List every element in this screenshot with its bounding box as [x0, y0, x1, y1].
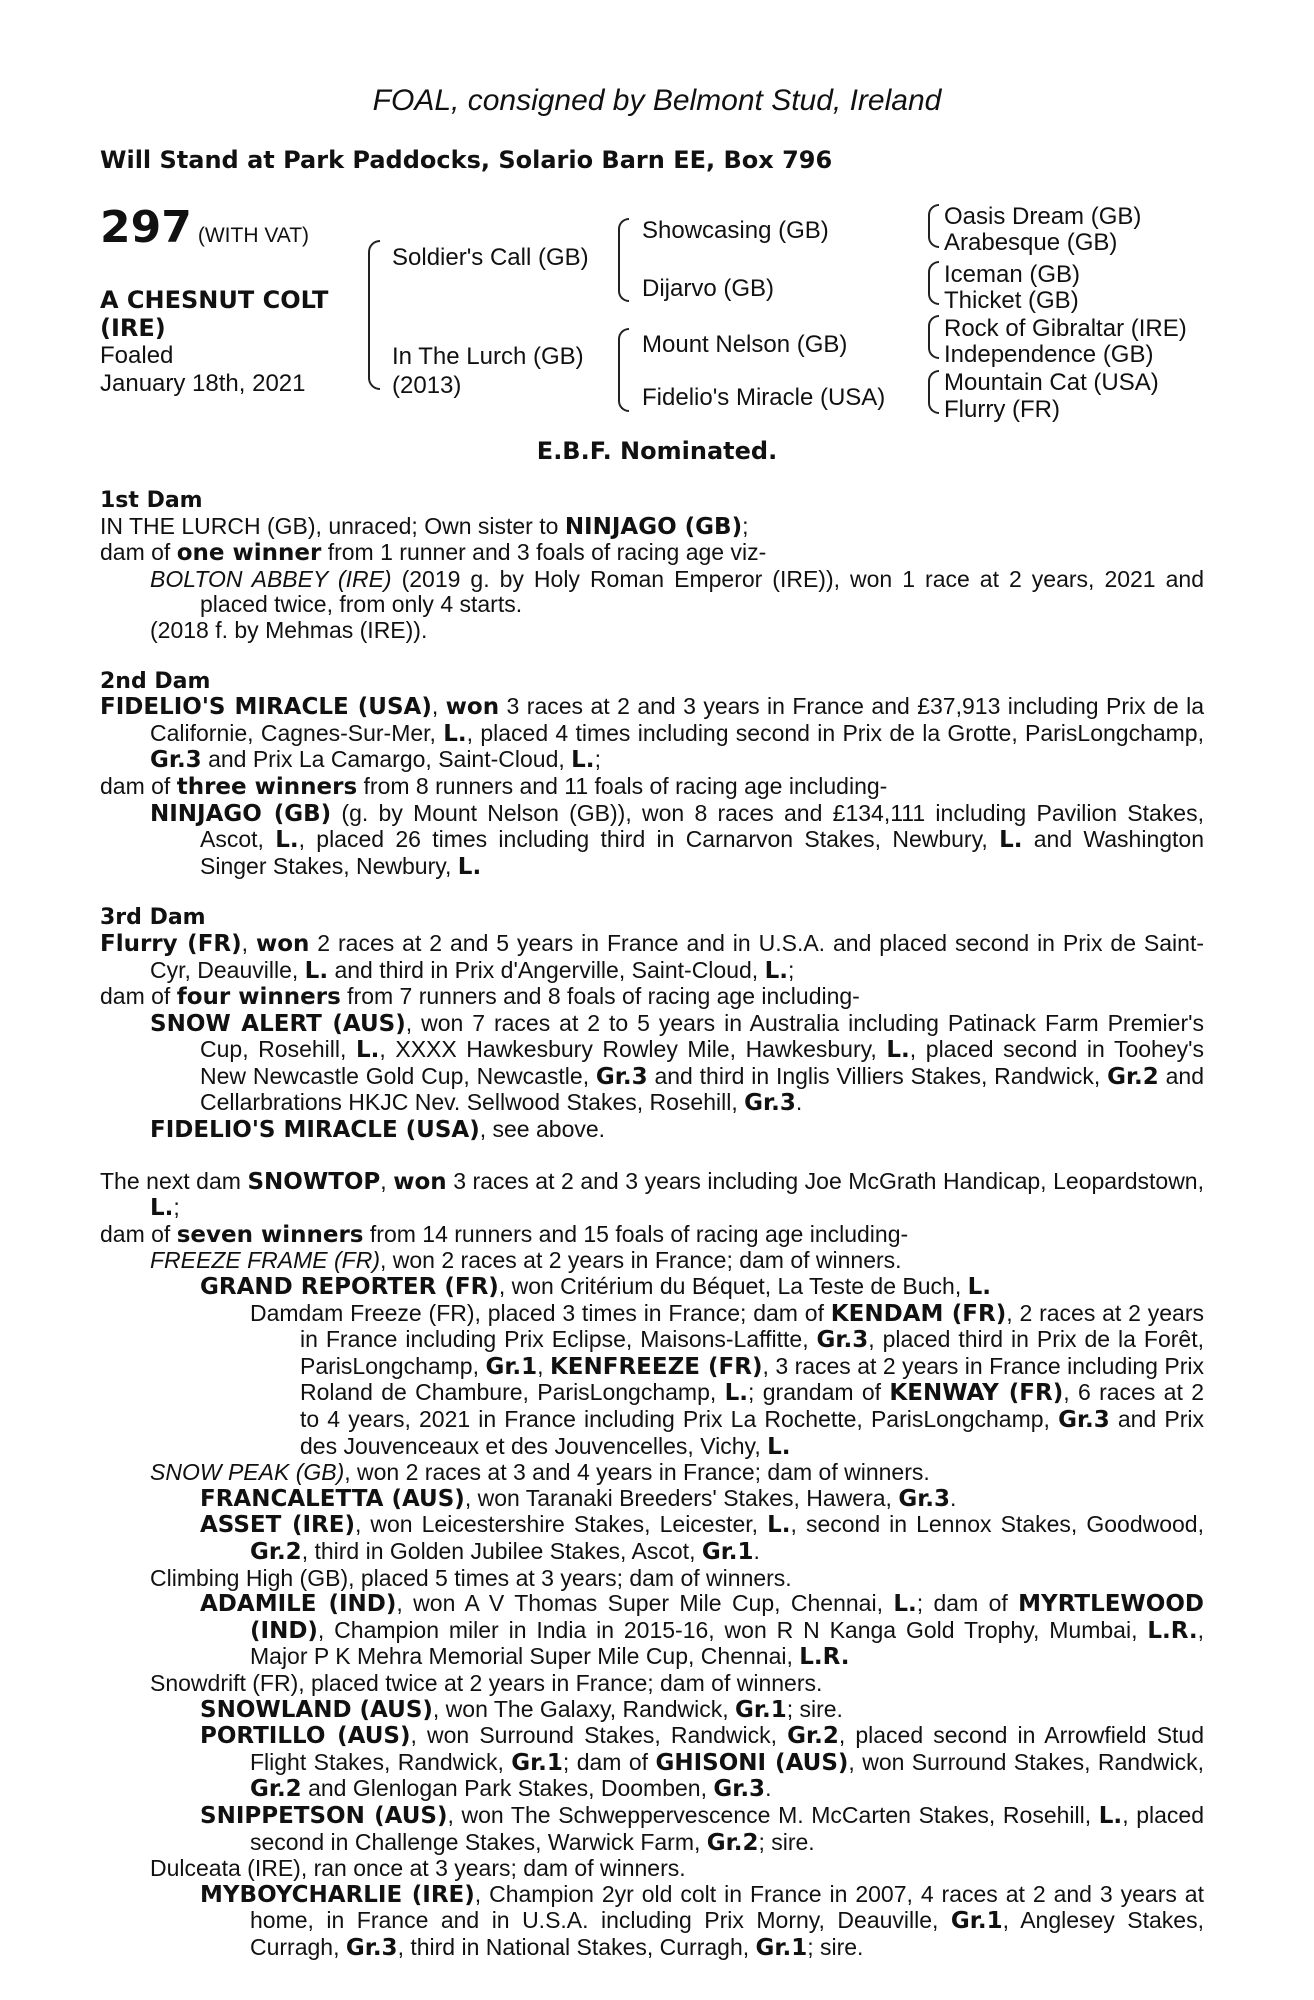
pedigree-grandsire-2: Mount Nelson (GB) — [642, 331, 848, 358]
dam1-produce: dam of one winner from 1 runner and 3 foals of racing age viz- — [100, 539, 767, 567]
adamile: ADAMILE (IND), won A V Thomas Super Mile Cup, Chennai, L.; dam of MYRTLEWOOD (IND), Champion miler in India in 2015-16, won R N Kanga Gold Trophy, Mumbai, L.R., Major P K Mehra Memorial Super Mile Cup, Chennai, L.R. — [200, 1590, 1204, 1671]
pedigree-gg-2: Arabesque (GB) — [944, 229, 1118, 256]
dam1-text: IN THE LURCH (GB), unraced; Own sister to NINJAGO (GB); — [100, 512, 749, 540]
pedigree-granddam-1: Dijarvo (GB) — [642, 275, 775, 302]
pedigree-gg-1: Oasis Dream (GB) — [944, 203, 1142, 230]
lot-number-block — [100, 202, 309, 253]
grand-reporter: GRAND REPORTER (FR), won Critérium du Béquet, La Teste de Buch, L. — [200, 1273, 992, 1301]
dam3-heading: 3rd Dam — [100, 905, 206, 931]
pedigree-granddam-2: Fidelio's Miracle (USA) — [642, 384, 886, 411]
colt-line-2: (IRE) — [100, 314, 166, 342]
pedigree-gg-4: Thicket (GB) — [944, 287, 1079, 314]
pedigree-brace-gs1 — [928, 204, 939, 248]
pedigree-grandsire-1: Showcasing (GB) — [642, 217, 829, 244]
consignor-line: FOAL, consigned by Belmont Stud, Ireland — [372, 84, 942, 117]
dam3-text: Flurry (FR), won 2 races at 2 and 5 years in France and in U.S.A. and placed second in Prix de Saint-Cyr, Deauville, L. and third in Prix d'Angerville, Saint-Cloud, L.; — [100, 929, 1204, 984]
lot-description — [100, 286, 328, 398]
snowland: SNOWLAND (AUS), won The Galaxy, Randwick, Gr.1; sire. — [200, 1695, 843, 1723]
pedigree-brace-sire — [618, 218, 629, 302]
catalogue-body — [100, 488, 1204, 1961]
foaled-date: January 18th, 2021 — [100, 370, 306, 397]
dam3-foal-fidelio: FIDELIO'S MIRACLE (USA), see above. — [150, 1116, 606, 1144]
next-dam-text: The next dam SNOWTOP, won 3 races at 2 and 3 years including Joe McGrath Handicap, Leopardstown, L.; — [100, 1167, 1204, 1222]
dam2-text: FIDELIO'S MIRACLE (USA), won 3 races at 2 and 3 years in France and £37,913 including Prix de la Californie, Cagnes-Sur-Mer, L., placed 4 times including second in Prix de la Grotte, ParisLongchamp, Gr.3 and Prix La Camargo, Saint-Cloud, L.; — [100, 693, 1204, 774]
climbing-high: Climbing High (GB), placed 5 times at 3 years; dam of winners. — [150, 1564, 792, 1591]
damdam-freeze: Damdam Freeze (FR), placed 3 times in France; dam of KENDAM (FR), 2 races at 2 years in France including Prix Eclipse, Maisons-Laffitte, Gr.3, placed third in Prix de la Forêt, ParisLongchamp, Gr.1, KENFREEZE (FR), 3 races at 2 years in France including Prix Roland de Chambure, ParisLongchamp, L.; grandam of KENWAY (FR), 6 races at 2 to 4 years, 2021 in France including Prix La Rochette, ParisLongchamp, Gr.3 and Prix des Jouvenceaux et des Jouvencelles, Vichy, L. — [250, 1299, 1205, 1460]
dam2-foal-ninjago: NINJAGO (GB) (g. by Mount Nelson (GB)), won 8 races and £134,111 including Pavilion Stakes, Ascot, L., placed 26 times including third in Carnarvon Stakes, Newbury, L. and Washington Singer Stakes, Newbury, L. — [150, 799, 1205, 880]
pedigree-brace-gs2 — [928, 261, 939, 305]
pedigree-sire: Soldier's Call (GB) — [392, 244, 589, 271]
pedigree-gg-5: Rock of Gibraltar (IRE) — [944, 315, 1187, 342]
freeze-frame: FREEZE FRAME (FR), won 2 races at 2 years in France; dam of winners. — [150, 1247, 902, 1274]
pedigree-gg-6: Independence (GB) — [944, 341, 1154, 368]
next-dam-produce: dam of seven winners from 14 runners and 15 foals of racing age including- — [100, 1220, 909, 1248]
colt-line-1: A CHESNUT COLT — [100, 286, 329, 314]
dam3-foal-snow-alert: SNOW ALERT (AUS), won 7 races at 2 to 5 years in Australia including Patinack Farm Premier's Cup, Rosehill, L., XXXX Hawkesbury Rowley Mile, Hawkesbury, L., placed second in Toohey's New Newcastle Gold Cup, Newcastle, Gr.3 and third in Inglis Villiers Stakes, Randwick, Gr.2 and Cellarbrations HKJC Nev. Sellwood Stakes, Rosehill, Gr.3. — [150, 1009, 1205, 1117]
pedigree-dam: In The Lurch (GB) — [392, 343, 584, 370]
pedigree-gg-3: Iceman (GB) — [944, 261, 1081, 288]
dam1-foal-1: BOLTON ABBEY (IRE) (2019 g. by Holy Roman Emperor (IRE)), won 1 race at 2 years, 2021 and placed twice, from only 4 starts. — [150, 565, 1204, 618]
dam2-produce: dam of three winners from 8 runners and 11 foals of racing age including- — [100, 772, 888, 800]
stabling-line: Will Stand at Park Paddocks, Solario Barn EE, Box 796 — [100, 146, 833, 174]
lot-number: 297 — [100, 202, 192, 253]
pedigree-gg-8: Flurry (FR) — [944, 396, 1060, 423]
pedigree-brace-main — [368, 240, 380, 390]
pedigree-brace-gs4 — [928, 370, 939, 414]
pedigree-brace-gs3 — [928, 315, 939, 359]
asset: ASSET (IRE), won Leicestershire Stakes, Leicester, L., second in Lennox Stakes, Goodwood, Gr.2, third in Golden Jubilee Stakes, Ascot, Gr.1. — [200, 1511, 1204, 1565]
snowdrift: Snowdrift (FR), placed twice at 2 years in France; dam of winners. — [150, 1669, 823, 1696]
myboycharlie: MYBOYCHARLIE (IRE), Champion 2yr old colt in France in 2007, 4 races at 2 and 3 years at home, in France and in U.S.A. including Prix Morny, Deauville, Gr.1, Anglesey Stakes, Curragh, Gr.3, third in National Stakes, Curragh, Gr.1; sire. — [200, 1880, 1204, 1961]
portillo: PORTILLO (AUS), won Surround Stakes, Randwick, Gr.2, placed second in Arrowfield Stud Flight Stakes, Randwick, Gr.1; dam of GHISONI (AUS), won Surround Stakes, Randwick, Gr.2 and Glenlogan Park Stakes, Doomben, Gr.3. — [200, 1722, 1205, 1803]
dam2-heading: 2nd Dam — [100, 668, 211, 694]
dam1-foal-2: (2018 f. by Mehmas (IRE)). — [150, 616, 428, 643]
dam1-heading: 1st Dam — [100, 488, 203, 513]
ebf-nominated: E.B.F. Nominated. — [536, 437, 778, 465]
dulceata: Dulceata (IRE), ran once at 3 years; dam of winners. — [150, 1855, 686, 1882]
snippetson: SNIPPETSON (AUS), won The Schweppervescence M. McCarten Stakes, Rosehill, L., placed second in Challenge Stakes, Warwick Farm, Gr.2; sire. — [200, 1801, 1204, 1856]
pedigree-brace-dam — [618, 328, 629, 412]
snow-peak: SNOW PEAK (GB), won 2 races at 3 and 4 years in France; dam of winners. — [150, 1459, 930, 1486]
pedigree-gg-7: Mountain Cat (USA) — [944, 369, 1159, 396]
pedigree-dam-year: (2013) — [392, 372, 462, 399]
dam3-produce: dam of four winners from 7 runners and 8 foals of racing age including- — [100, 983, 860, 1011]
francaletta: FRANCALETTA (AUS), won Taranaki Breeders' Stakes, Hawera, Gr.3. — [200, 1484, 957, 1512]
vat-note: (WITH VAT) — [197, 224, 310, 247]
foaled-label: Foaled — [100, 342, 174, 369]
